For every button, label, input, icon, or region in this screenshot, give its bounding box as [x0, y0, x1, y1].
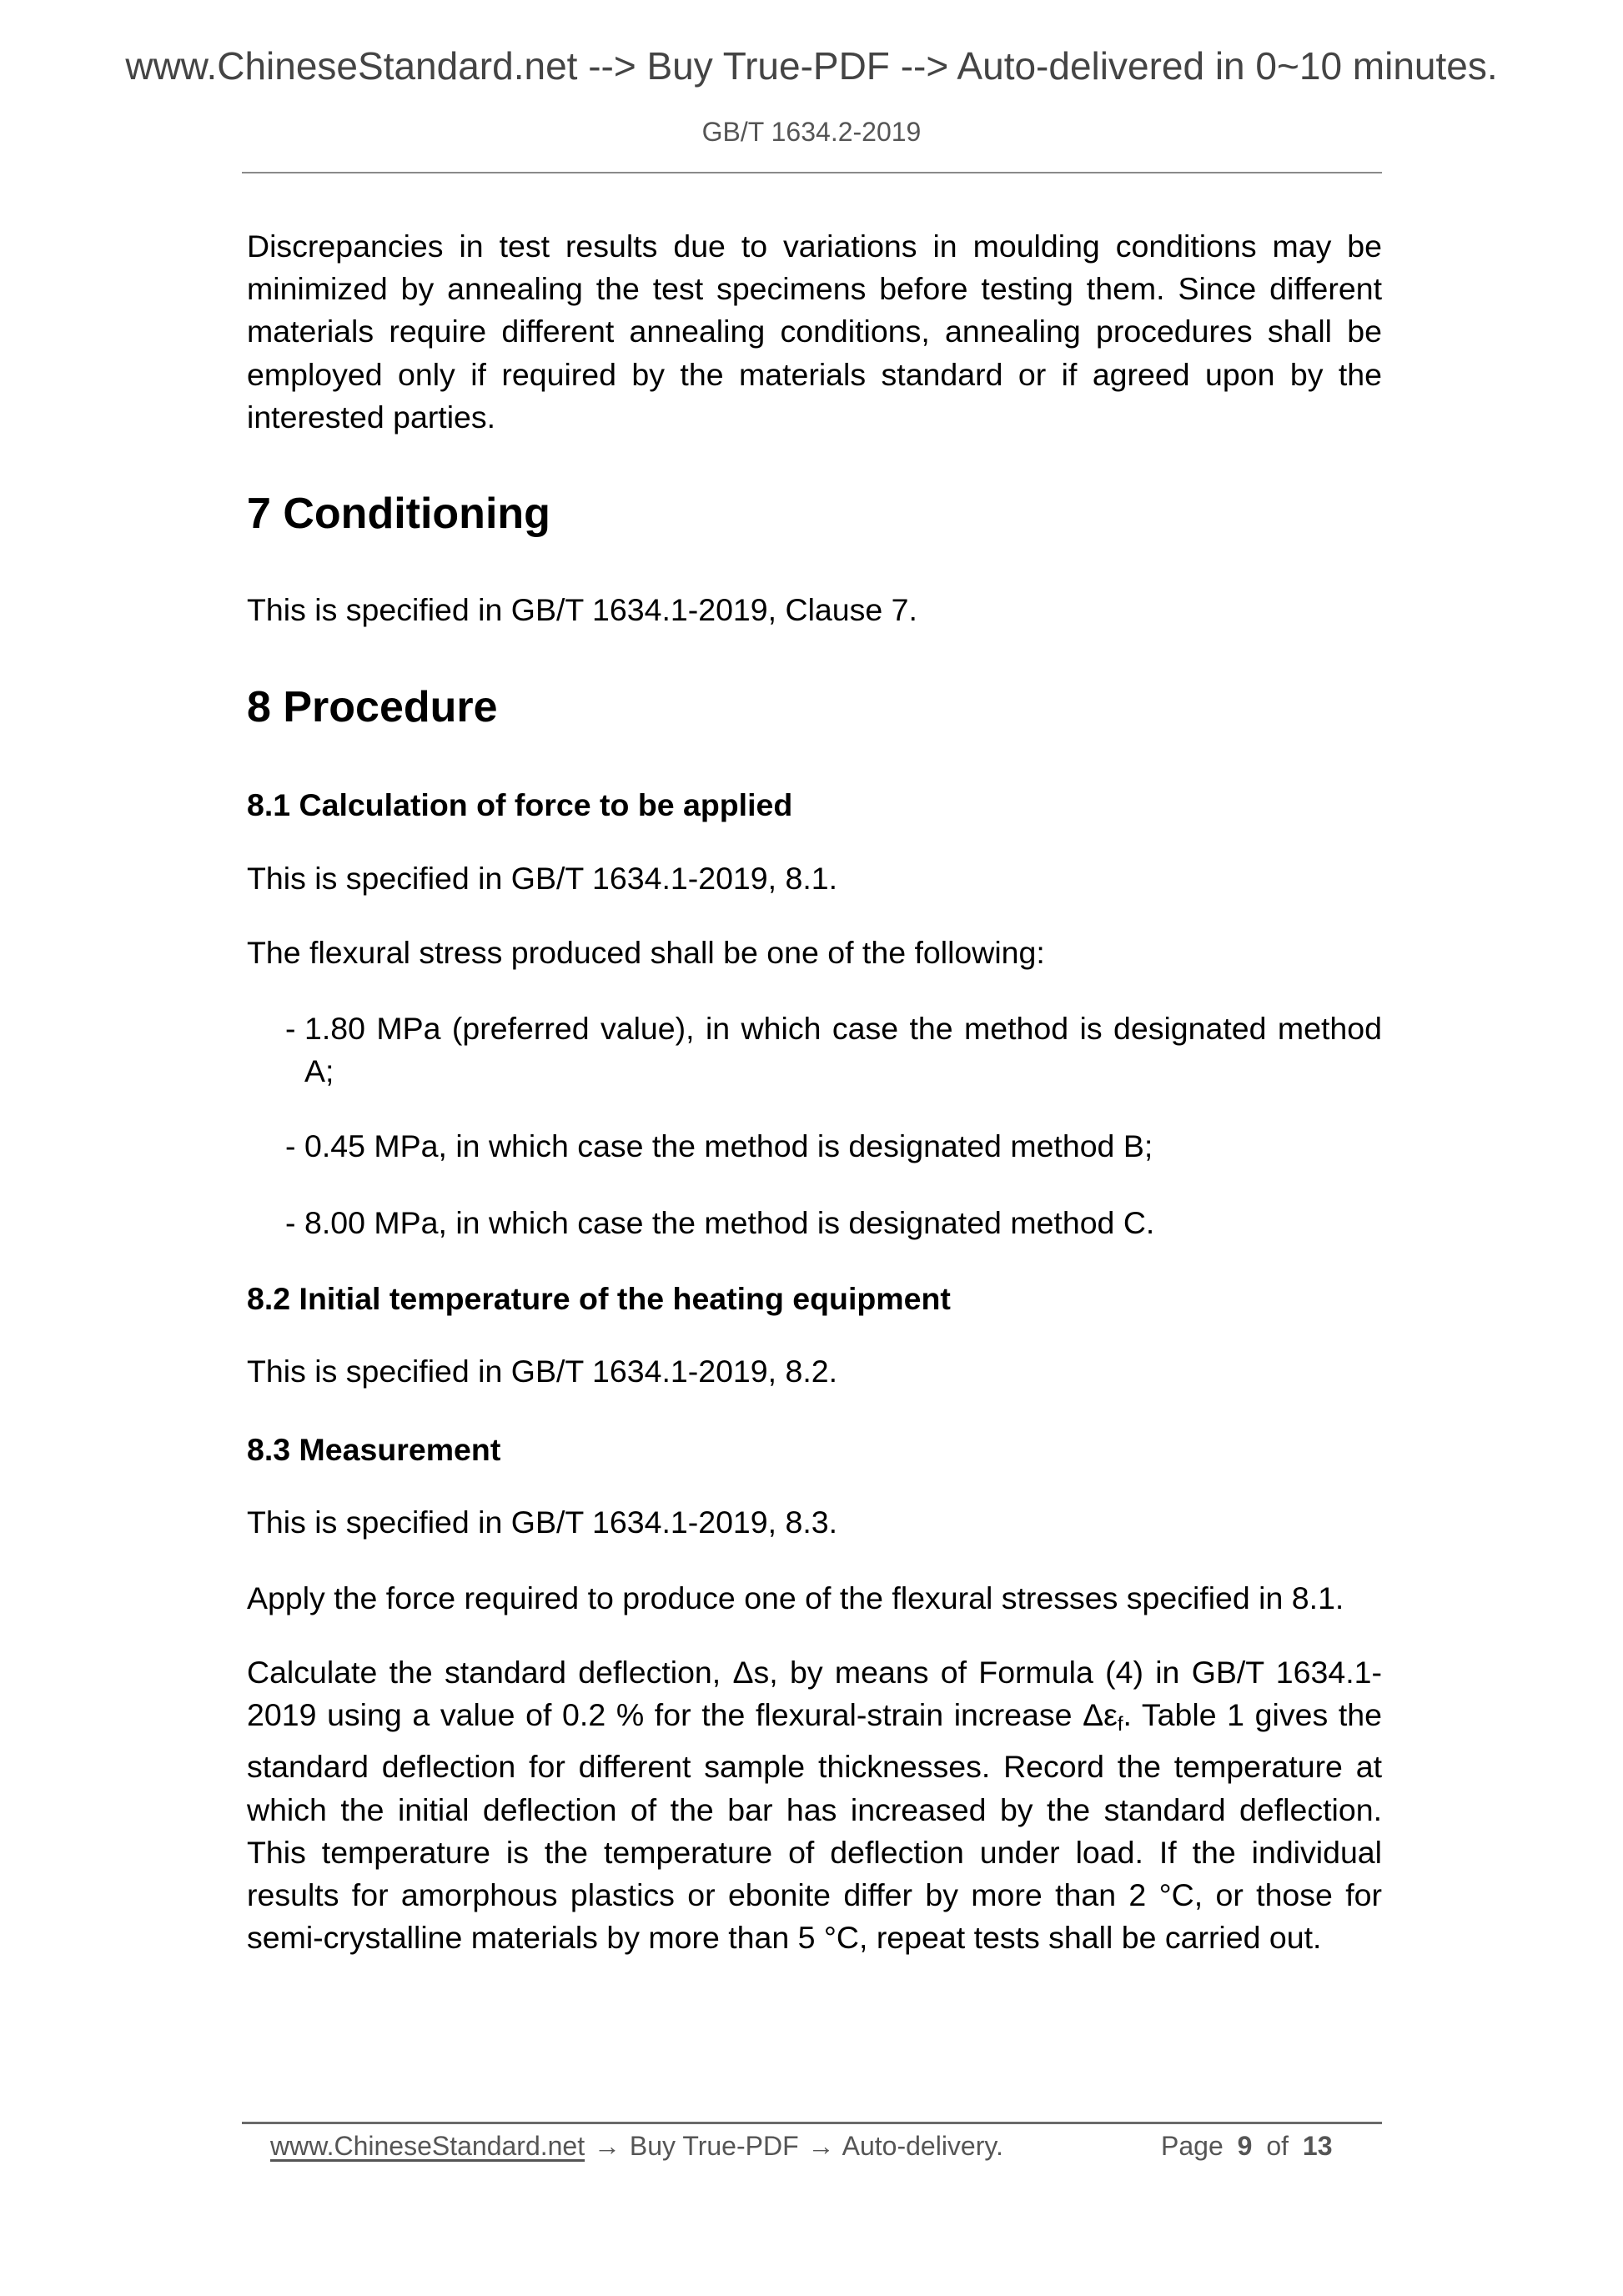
list-item-method-b: [285, 1125, 1382, 1168]
list-dash: -: [285, 1128, 296, 1163]
section-8-heading: 8 Procedure: [247, 683, 498, 731]
page-label: Page: [1161, 2131, 1224, 2161]
section-7-heading: 7 Conditioning: [247, 490, 550, 538]
header-divider: [242, 172, 1382, 173]
section-8-1-heading: 8.1 Calculation of force to be applied: [247, 787, 793, 822]
document-code: GB/T 1634.2-2019: [701, 117, 922, 147]
footer-step-delivery: Auto-delivery.: [842, 2131, 1003, 2161]
footer-promo: [270, 2129, 1003, 2163]
list-item-text: 0.45 MPa, in which case the method is designated method B;: [304, 1128, 1153, 1163]
section-8-1-intro-list: The flexural stress produced shall be one of the following:: [247, 935, 1045, 970]
footer-site-link[interactable]: www.ChineseStandard.net: [270, 2131, 585, 2161]
section-8-3-calculation-paragraph: [247, 1651, 1382, 1959]
list-item-text: 8.00 MPa, in which case the method is designated method C.: [304, 1205, 1155, 1240]
subscript-f: f: [1117, 1713, 1123, 1736]
section-8-3-apply-force: Apply the force required to produce one of the flexural stresses specified in 8.1.: [247, 1580, 1344, 1615]
page-total: 13: [1302, 2131, 1333, 2161]
section-8-3-heading: 8.3 Measurement: [247, 1432, 501, 1467]
footer-divider: [242, 2122, 1382, 2124]
section-8-3-text: This is specified in GB/T 1634.1-2019, 8.3.: [247, 1505, 838, 1540]
list-dash: -: [285, 1011, 296, 1046]
list-item-method-c: [285, 1202, 1382, 1244]
arrow-right-icon: →: [594, 2131, 621, 2161]
page-current: 9: [1237, 2131, 1253, 2161]
section-7-text: This is specified in GB/T 1634.1-2019, Clause 7.: [247, 592, 917, 627]
list-item-method-a: [285, 1007, 1382, 1093]
page-indicator: [1161, 2129, 1332, 2163]
section-8-2-heading: 8.2 Initial temperature of the heating equipment: [247, 1281, 951, 1316]
section-8-1-text: This is specified in GB/T 1634.1-2019, 8.1.: [247, 861, 838, 896]
arrow-right-icon: →: [807, 2131, 835, 2161]
page-banner: www.ChineseStandard.net --> Buy True-PDF --> Auto-delivered in 0~10 minutes.: [125, 44, 1498, 88]
footer-step-buy: Buy True-PDF: [629, 2131, 799, 2161]
intro-paragraph: Discrepancies in test results due to variations in moulding conditions may be minimized by annealing the test specimens before testing them. Since different materials require different annealing conditions, annealing procedures shall be employed only if required by the materials standard or if agreed upon by the interested parties.: [247, 229, 1382, 435]
list-dash: -: [285, 1205, 296, 1240]
calc-text-part1: Calculate the standard deflection, Δs, by means of Formula (4) in GB/T 1634.1-2019 using a value of 0.2 % for the flexural-strain increase Δε: [247, 1655, 1382, 1733]
of-label: of: [1266, 2131, 1289, 2161]
section-8-2-text: This is specified in GB/T 1634.1-2019, 8.2.: [247, 1354, 838, 1389]
calc-text-part2: . Table 1 gives the standard deflection for different sample thicknesses. Record the temperature at which the initial deflection of the bar has increased by the standard deflection. This temperature is the temperature of deflection under load. If the individual results for amorphous plastics or ebonite differ by more than 2 °C, or those for semi-crystalline materials by more than 5 °C, repeat tests shall be carried out.: [247, 1697, 1382, 1956]
list-item-text: 1.80 MPa (preferred value), in which case the method is designated method A;: [304, 1011, 1382, 1089]
